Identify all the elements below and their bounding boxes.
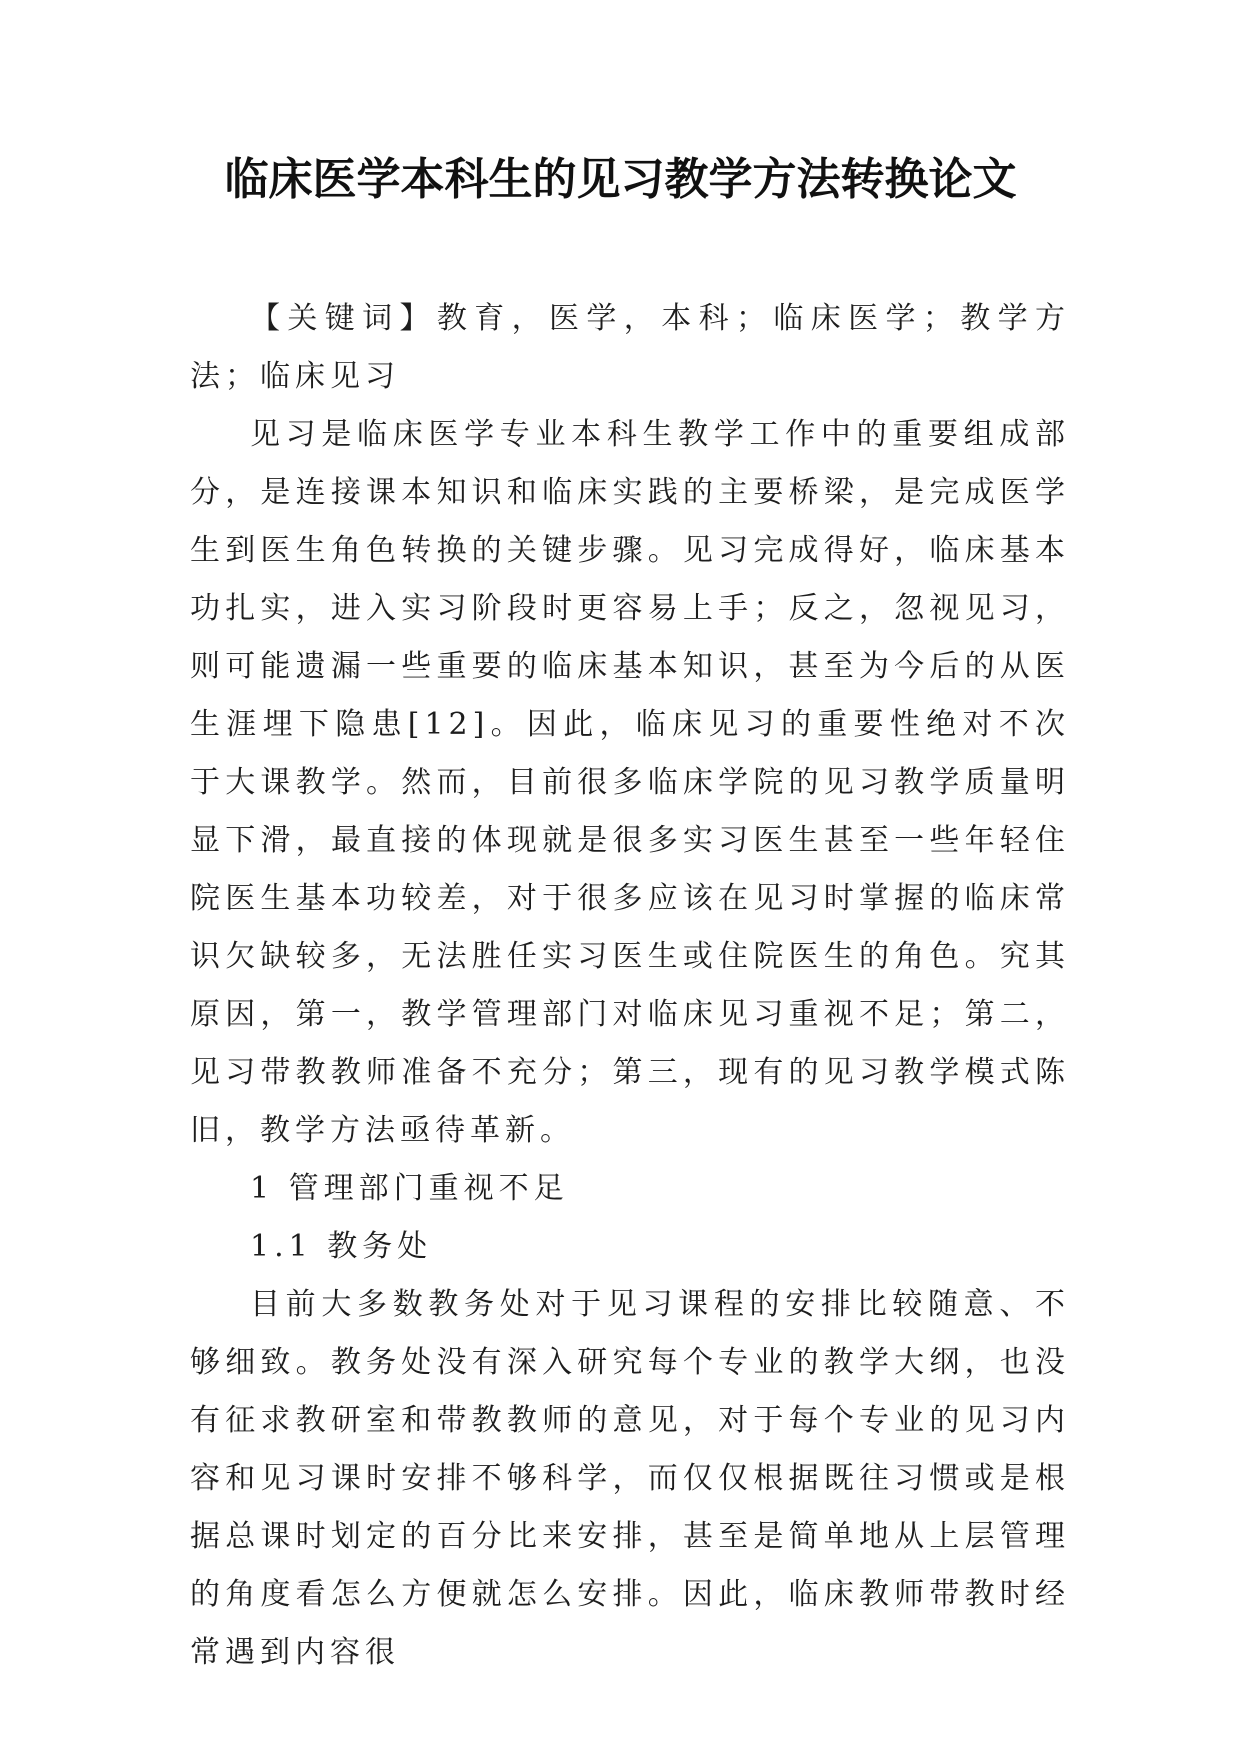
subsection-heading-1-1: 1.1 教务处 xyxy=(250,1229,433,1264)
keywords-paragraph: 【关键词】教育，医学，本科；临床医学；教学方法；临床见习 xyxy=(190,301,1070,394)
document-title: 临床医学本科生的见习教学方法转换论文 xyxy=(224,154,1017,205)
section-heading-1: 1 管理部门重视不足 xyxy=(250,1171,569,1206)
body-paragraph-2: 目前大多数教务处对于见习课程的安排比较随意、不够细致。教务处没有深入研究每个专业的教学大纲，也没有征求教研室和带教教师的意见，对于每个专业的见习内容和见习课时安排不够科学，而仅仅根据既往习惯或是根据总课时划定的百分比来安排，甚至是简单地从上层管理的角度看怎么方便就怎么安排。因此，临床教师带教时经常遇到内容很 xyxy=(190,1287,1070,1670)
document-body xyxy=(190,290,1070,1682)
body-paragraph-1: 见习是临床医学专业本科生教学工作中的重要组成部分，是连接课本知识和临床实践的主要桥梁，是完成医学生到医生角色转换的关键步骤。见习完成得好，临床基本功扎实，进入实习阶段时更容易上手；反之，忽视见习，则可能遗漏一些重要的临床基本知识，甚至为今后的从医生涯埋下隐患[12]。因此，临床见习的重要性绝对不次于大课教学。然而，目前很多临床学院的见习教学质量明显下滑，最直接的体现就是很多实习医生甚至一些年轻住院医生基本功较差，对于很多应该在见习时掌握的临床常识欠缺较多，无法胜任实习医生或住院医生的角色。究其原因，第一，教学管理部门对临床见习重视不足；第二，见习带教教师准备不充分；第三，现有的见习教学模式陈旧，教学方法亟待革新。 xyxy=(190,417,1070,1148)
